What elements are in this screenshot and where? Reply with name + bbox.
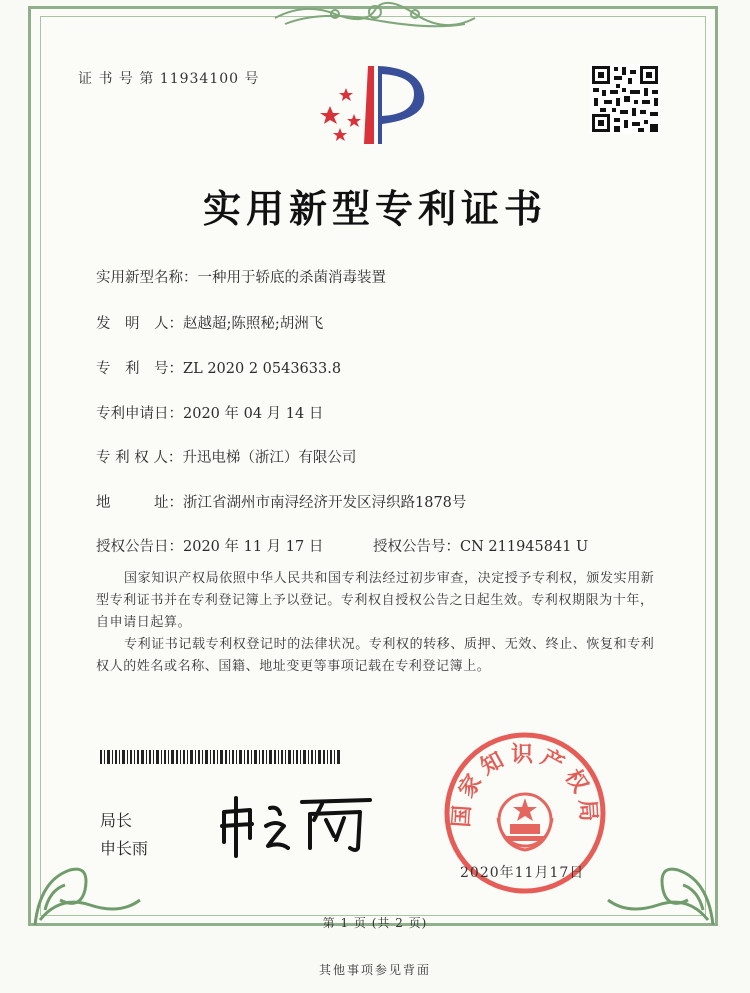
body-paragraph-2: 专利证书记载专利权登记时的法律状况。专利权的转移、质押、无效、终止、恢复和专利权人的姓名或名称、国籍、地址变更等事项记载在专利登记簿上。 <box>96 637 655 674</box>
field-value: 赵越超;陈照秘;胡洲飞 <box>183 316 324 332</box>
field-label: 授权公告号： <box>373 539 460 555</box>
field-filing-date <box>96 402 323 423</box>
body-paragraph-1: 国家知识产权局依照中华人民共和国专利法经过初步审查，决定授予专利权，颁发实用新型专利证书并在专利登记簿上予以登记。专利权自授权公告之日起生效。专利权期限为十年，自申请日起算。 <box>96 571 655 630</box>
field-label: 专 利 号： <box>96 361 183 377</box>
signatory-title: 局长 <box>100 811 133 830</box>
field-patentee <box>96 446 356 467</box>
field-value: ZL 2020 2 0543633.8 <box>183 361 342 377</box>
field-value: 升迅电梯（浙江）有限公司 <box>182 450 357 466</box>
field-grant-number <box>373 535 588 556</box>
seal-text: 国家知识产权局 <box>449 742 601 829</box>
field-label: 授权公告日： <box>96 539 183 555</box>
top-ornament-icon <box>265 0 485 30</box>
field-value: 2020 年 11 月 17 日 <box>183 539 324 555</box>
certificate-title: 实用新型专利证书 <box>202 187 547 231</box>
field-value: 2020 年 04 月 14 日 <box>183 406 324 422</box>
qr-code-icon <box>590 64 660 134</box>
field-patent-number <box>96 357 341 378</box>
field-value: 浙江省湖州市南浔经济开发区浔织路1878号 <box>183 495 467 511</box>
field-label: 实用新型名称： <box>96 270 198 286</box>
seal-date: 2020年11月17日 <box>460 865 585 881</box>
field-label: 地 址： <box>96 495 183 511</box>
field-label: 专利申请日： <box>96 406 183 422</box>
barcode-icon <box>100 750 340 764</box>
field-utility-model-name <box>96 266 386 287</box>
field-label: 发 明 人： <box>96 316 183 332</box>
footer-note: 其他事项参见背面 <box>318 963 431 977</box>
signatory-name: 申长雨 <box>100 839 149 858</box>
field-value: CN 211945841 U <box>460 539 589 555</box>
field-inventors <box>96 312 323 333</box>
handwritten-signature-icon <box>210 790 380 860</box>
field-label: 专 利 权 人： <box>96 450 183 466</box>
cnipa-logo-icon <box>316 58 436 150</box>
field-grant-date <box>96 535 323 556</box>
field-address <box>96 491 466 512</box>
field-value: 一种用于轿底的杀菌消毒装置 <box>197 270 386 286</box>
certificate-number: 证 书 号 第 11934100 号 <box>78 71 260 87</box>
page-number: 第 1 页 (共 2 页) <box>322 916 428 930</box>
